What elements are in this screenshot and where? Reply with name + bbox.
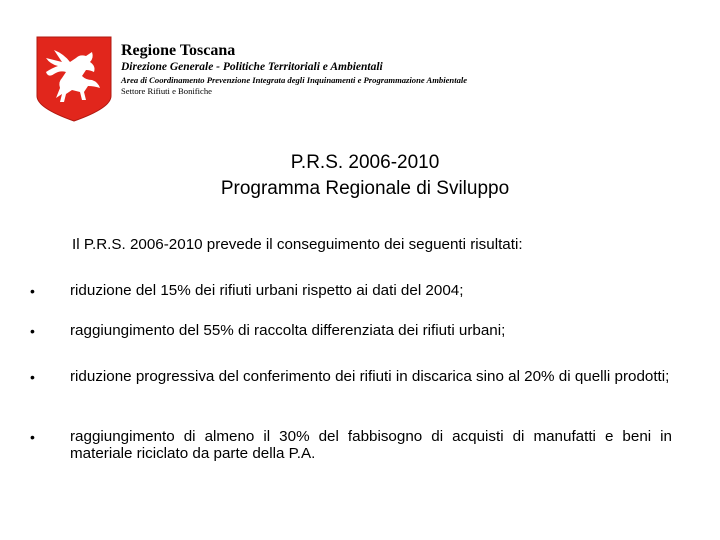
organization-name: Regione Toscana <box>121 42 236 59</box>
bullet: • <box>30 429 35 445</box>
title-line-2: Programma Regionale di Sviluppo <box>220 178 510 199</box>
sector-name: Settore Rifiuti e Bonifiche <box>121 86 212 96</box>
bullet: • <box>30 369 35 385</box>
bullet: • <box>30 323 35 339</box>
title-line-1: P.R.S. 2006-2010 <box>290 152 440 173</box>
department-name: Direzione Generale - Politiche Territoriali e Ambientali <box>121 61 383 73</box>
intro-text: Il P.R.S. 2006-2010 prevede il conseguimento dei seguenti risultati: <box>72 236 523 253</box>
list-item-text: raggiungimento del 55% di raccolta differenziata dei rifiuti urbani; <box>70 322 506 339</box>
bullet: • <box>30 283 35 299</box>
area-name: Area di Coordinamento Prevenzione Integrata degli Inquinamenti e Programmazione Ambientale <box>121 75 468 85</box>
list-item-text: raggiungimento di almeno il 30% del fabbisogno di acquisti di manufatti e beni in materiale riciclato da parte della P.A. <box>70 428 672 462</box>
list-item-text: riduzione progressiva del conferimento dei rifiuti in discarica sino al 20% di quelli prodotti; <box>70 368 670 385</box>
list-item-text: riduzione del 15% dei rifiuti urbani rispetto ai dati del 2004; <box>70 282 464 299</box>
